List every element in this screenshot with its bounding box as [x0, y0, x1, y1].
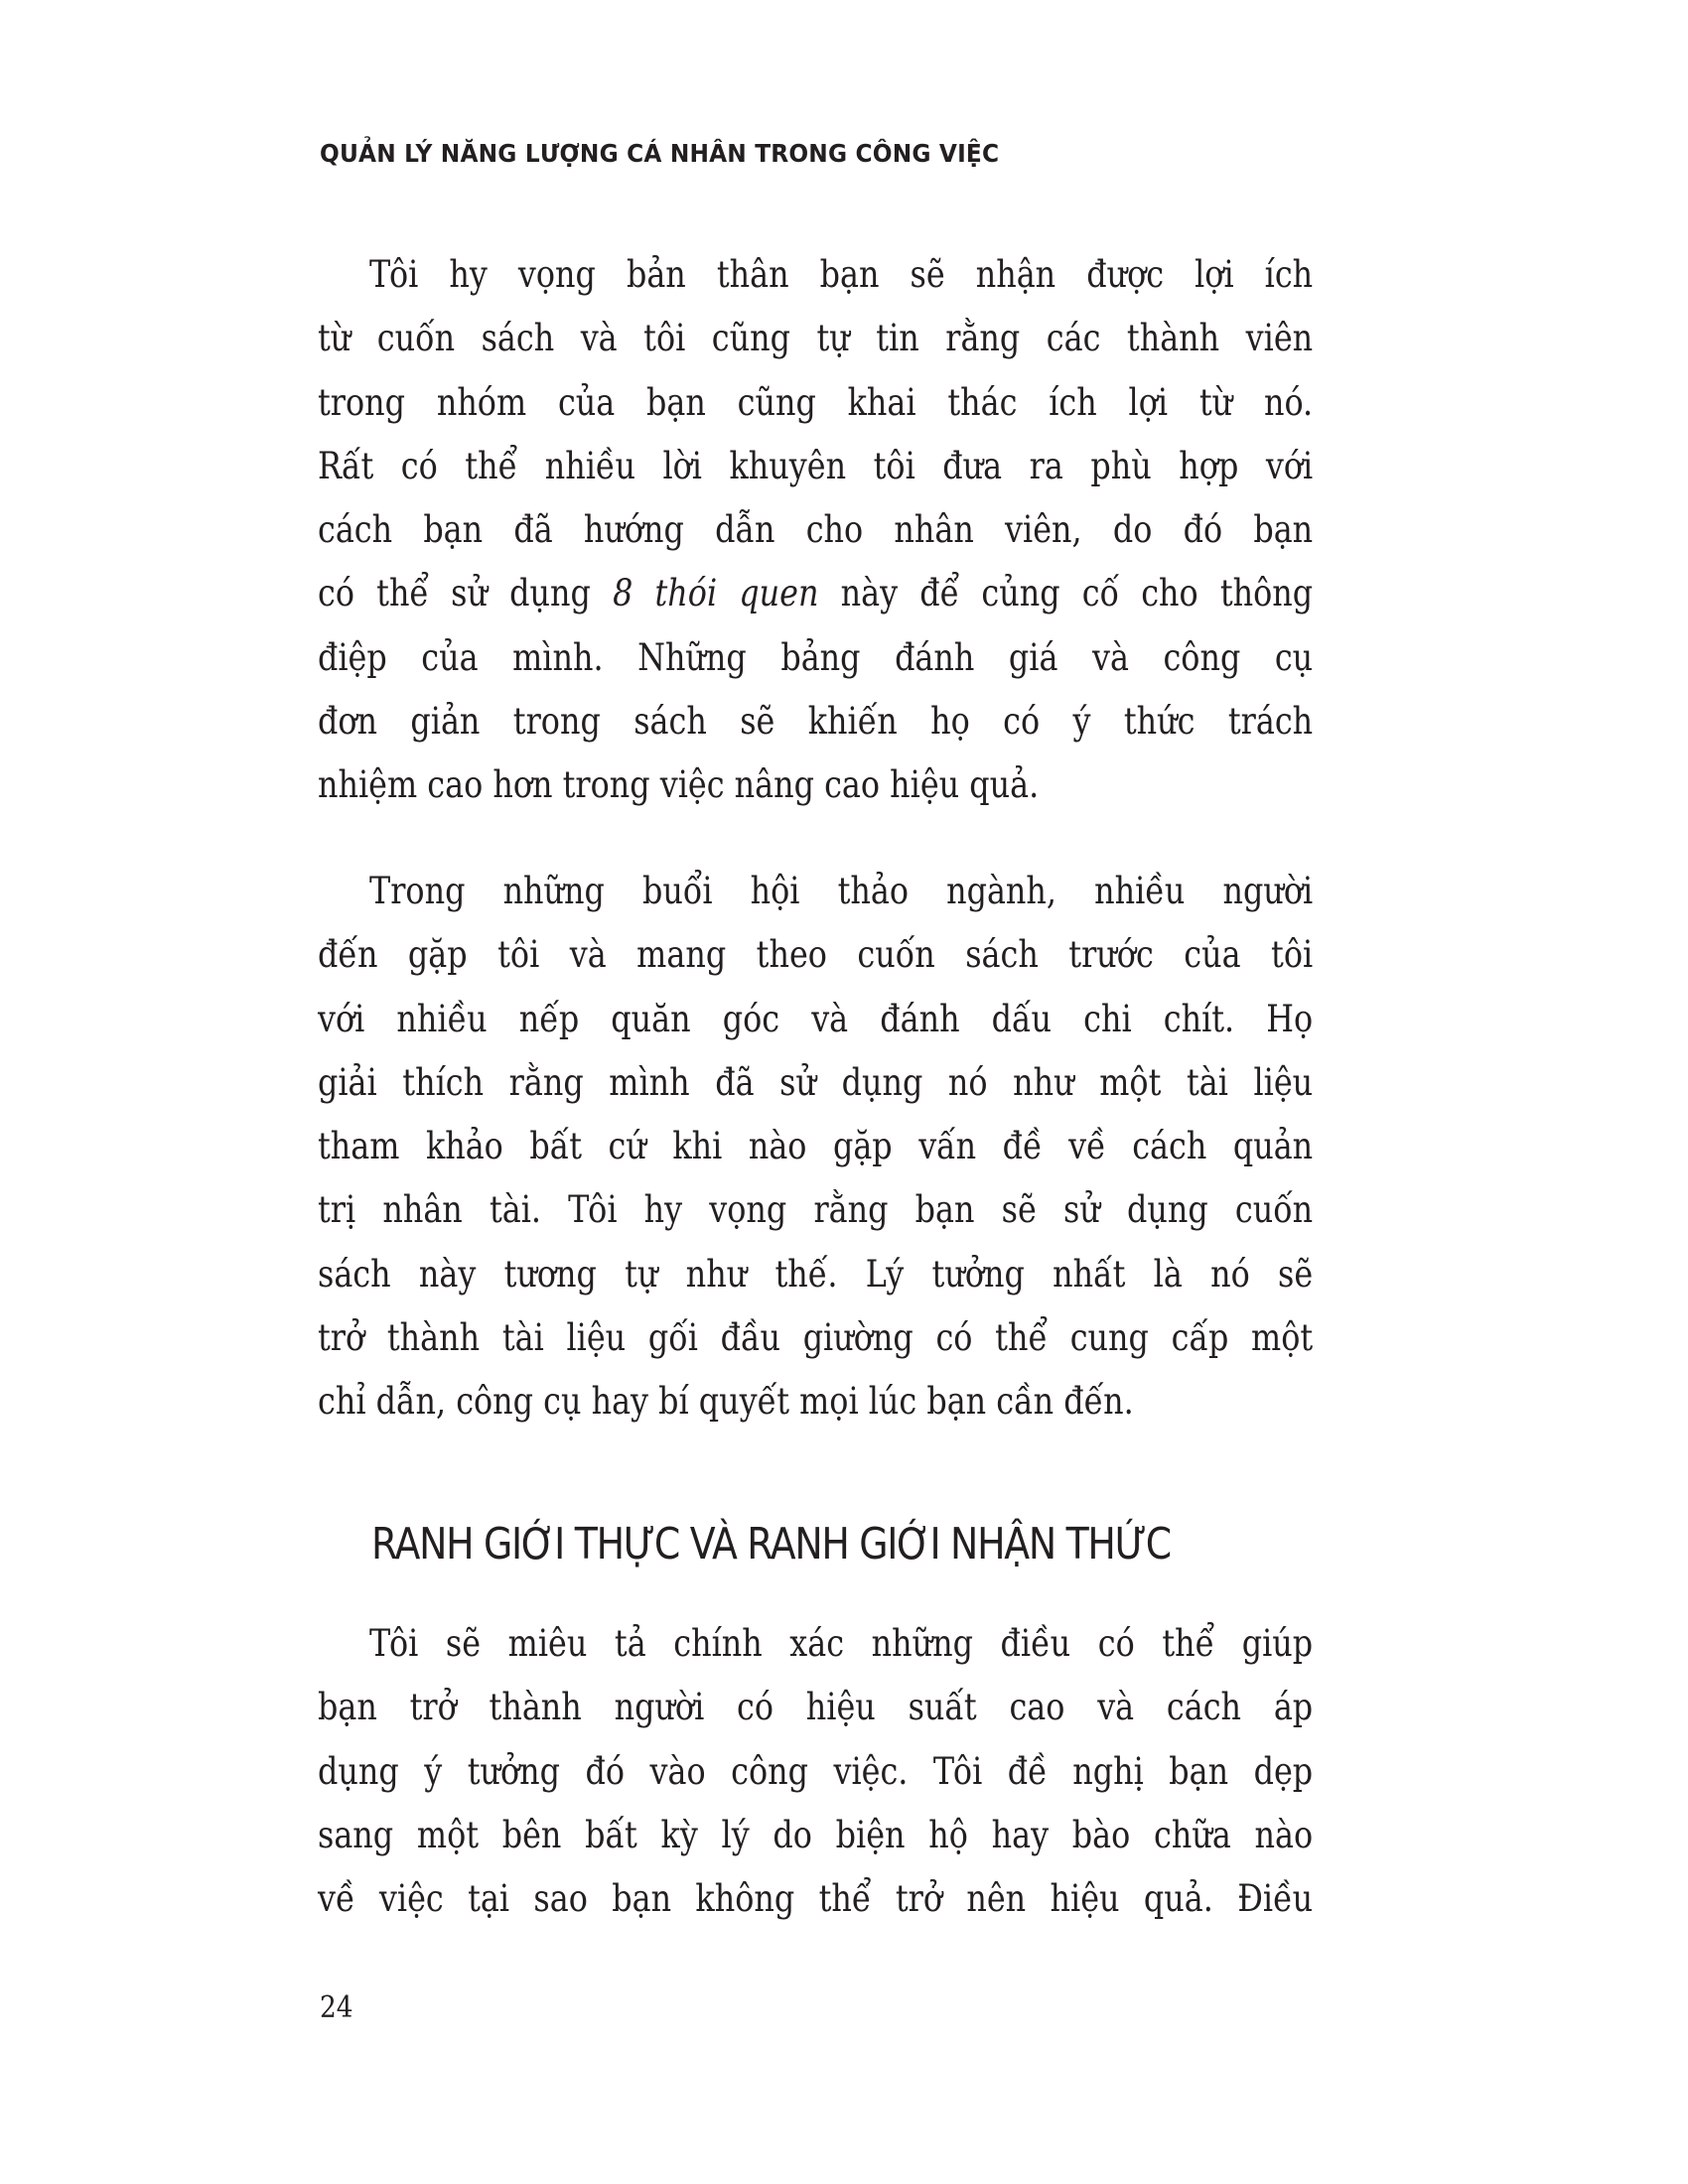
- text-line: nhiệm cao hơn trong việc nâng cao hiệu quả.: [318, 763, 1040, 807]
- text-line: với nhiều nếp quăn góc và đánh dấu chi chít. Họ: [318, 997, 1314, 1040]
- text-line: trị nhân tài. Tôi hy vọng rằng bạn sẽ sử dụng cuốn: [318, 1188, 1314, 1232]
- page-number: 24: [320, 1990, 353, 2025]
- text-line: trong nhóm của bạn cũng khai thác ích lợi từ nó.: [318, 380, 1314, 424]
- text-line: đến gặp tôi và mang theo cuốn sách trước của tôi: [318, 933, 1314, 977]
- text-line: Rất có thể nhiều lời khuyên tôi đưa ra phù hợp với: [318, 444, 1314, 487]
- text-line: Tôi sẽ miêu tả chính xác những điều có thể giúp: [369, 1622, 1314, 1665]
- text-line: dụng ý tưởng đó vào công việc. Tôi đề nghị bạn dẹp: [318, 1749, 1314, 1793]
- text-line: cách bạn đã hướng dẫn cho nhân viên, do đó bạn: [318, 508, 1314, 552]
- paragraph-1: [318, 243, 1313, 818]
- paragraph-3: [318, 1612, 1313, 1931]
- text-line: bạn trở thành người có hiệu suất cao và cách áp: [318, 1686, 1314, 1729]
- italic-book-title: 8 thói quen: [613, 572, 819, 615]
- text-line: sang một bên bất kỳ lý do biện hộ hay bào chữa nào: [318, 1813, 1314, 1856]
- text-line: tham khảo bất cứ khi nào gặp vấn đề về cách quản: [318, 1125, 1314, 1168]
- text-line: sách này tương tự như thế. Lý tưởng nhất là nó sẽ: [318, 1252, 1314, 1296]
- text-line: giải thích rằng mình đã sử dụng nó như một tài liệu: [318, 1060, 1314, 1104]
- text-line: từ cuốn sách và tôi cũng tự tin rằng các thành viên: [318, 317, 1314, 360]
- text-line: về việc tại sao bạn không thể trở nên hiệu quả. Điều: [318, 1877, 1314, 1921]
- section-heading: RANH GIỚI THỰC VÀ RANH GIỚI NHẬN THỨC: [371, 1519, 1171, 1570]
- running-header: QUẢN LÝ NĂNG LƯỢNG CÁ NHÂN TRONG CÔNG VIỆC: [320, 139, 1000, 168]
- text-line: Tôi hy vọng bản thân bạn sẽ nhận được lợi ích: [369, 253, 1314, 296]
- text-line: chỉ dẫn, công cụ hay bí quyết mọi lúc bạn cần đến.: [318, 1380, 1134, 1424]
- text-line: điệp của mình. Những bảng đánh giá và công cụ: [318, 635, 1314, 679]
- text-line: có thể sử dụng 8 thói quen này để củng cố cho thông: [318, 572, 1314, 615]
- text-line: trở thành tài liệu gối đầu giường có thể cung cấp một: [318, 1316, 1314, 1360]
- text-line: Trong những buổi hội thảo ngành, nhiều người: [369, 870, 1314, 912]
- paragraph-2: [318, 860, 1313, 1434]
- text-line: đơn giản trong sách sẽ khiến họ có ý thức trách: [318, 700, 1314, 744]
